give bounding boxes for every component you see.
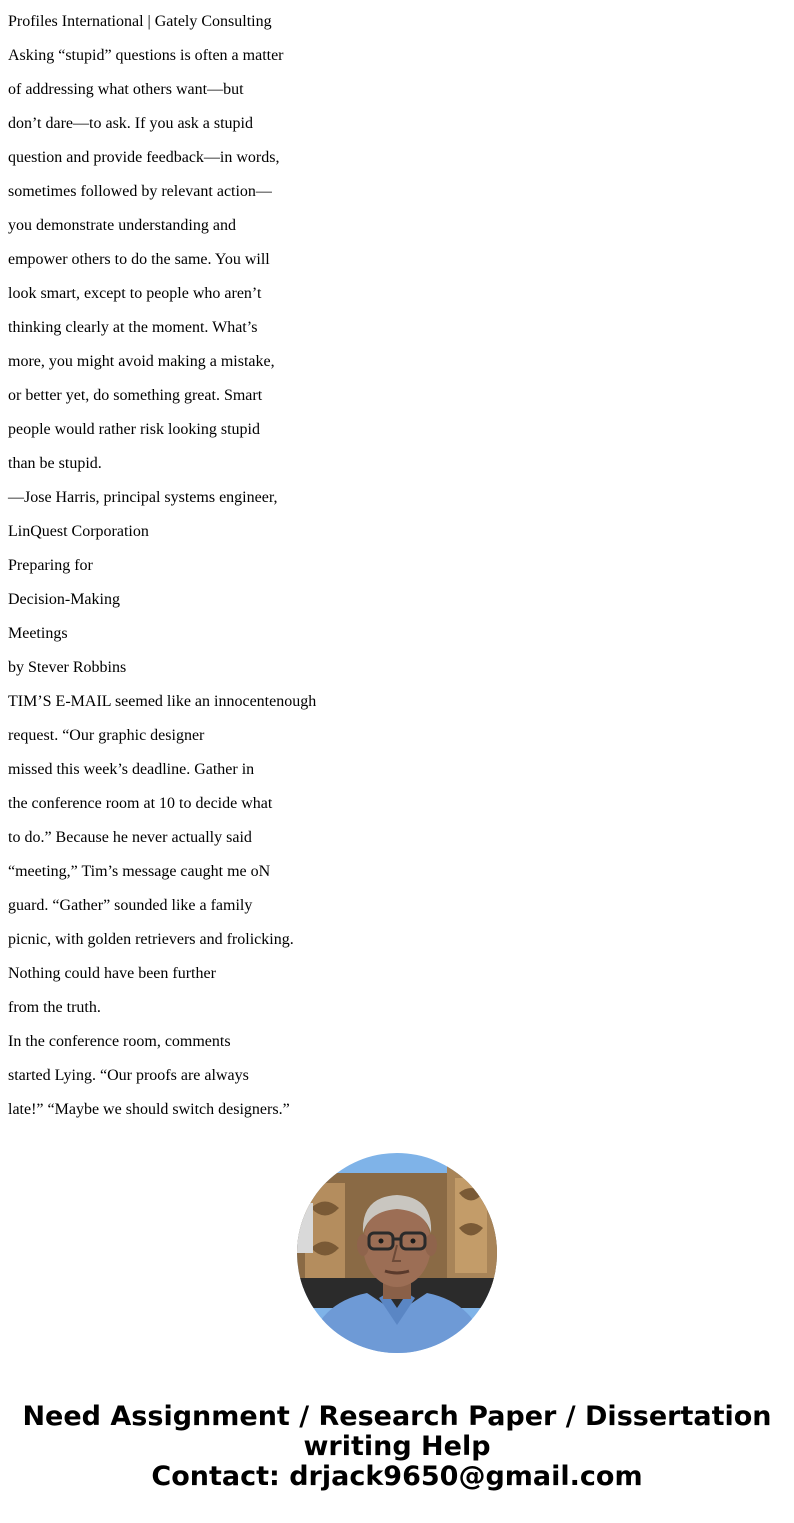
text-line-8: empower others to do the same. You will [8,251,270,268]
text-line-22: request. “Our graphic designer [8,727,205,744]
text-line-21: TIM’S E-MAIL seemed like an innocentenough [8,693,317,710]
contact-headline: Need Assignment / Research Paper / Dissertation [22,1401,772,1432]
avatar-portrait-image [297,1153,497,1353]
text-line-20: by Stever Robbins [8,659,127,676]
text-line-15: —Jose Harris, principal systems engineer, [8,489,278,506]
text-line-5: question and provide feedback—in words, [8,149,280,166]
text-line-4: don’t dare—to ask. If you ask a stupid [8,115,253,132]
text-line-16: LinQuest Corporation [8,523,149,540]
text-line-29: Nothing could have been further [8,965,216,982]
contact-banner [0,1402,794,1492]
document-body [8,0,768,1122]
text-line-19: Meetings [8,625,68,642]
text-line-18: Decision-Making [8,591,120,608]
text-line-1: Profiles International | Gately Consulting [8,13,272,30]
text-line-28: picnic, with golden retrievers and frolicking. [8,931,294,948]
text-line-17: Preparing for [8,557,93,574]
text-line-26: “meeting,” Tim’s message caught me oN [8,863,271,880]
avatar [297,1153,497,1353]
text-line-33: late!” “Maybe we should switch designers.” [8,1101,290,1118]
contact-subheadline: writing Help [303,1431,491,1462]
text-line-6: sometimes followed by relevant action— [8,183,272,200]
text-line-9: look smart, except to people who aren’t [8,285,262,302]
text-line-24: the conference room at 10 to decide what [8,795,273,812]
text-line-31: In the conference room, comments [8,1033,231,1050]
text-line-7: you demonstrate understanding and [8,217,236,234]
text-line-11: more, you might avoid making a mistake, [8,353,275,370]
text-line-14: than be stupid. [8,455,102,472]
text-line-25: to do.” Because he never actually said [8,829,252,846]
text-line-12: or better yet, do something great. Smart [8,387,263,404]
contact-email[interactable]: Contact: drjack9650@gmail.com [151,1461,643,1492]
text-line-30: from the truth. [8,999,101,1016]
text-line-2: Asking “stupid” questions is often a matter [8,47,284,64]
text-line-32: started Lying. “Our proofs are always [8,1067,249,1084]
text-line-10: thinking clearly at the moment. What’s [8,319,258,336]
text-line-13: people would rather risk looking stupid [8,421,260,438]
text-line-27: guard. “Gather” sounded like a family [8,897,253,914]
text-line-23: missed this week’s deadline. Gather in [8,761,255,778]
text-line-3: of addressing what others want—but [8,81,244,98]
